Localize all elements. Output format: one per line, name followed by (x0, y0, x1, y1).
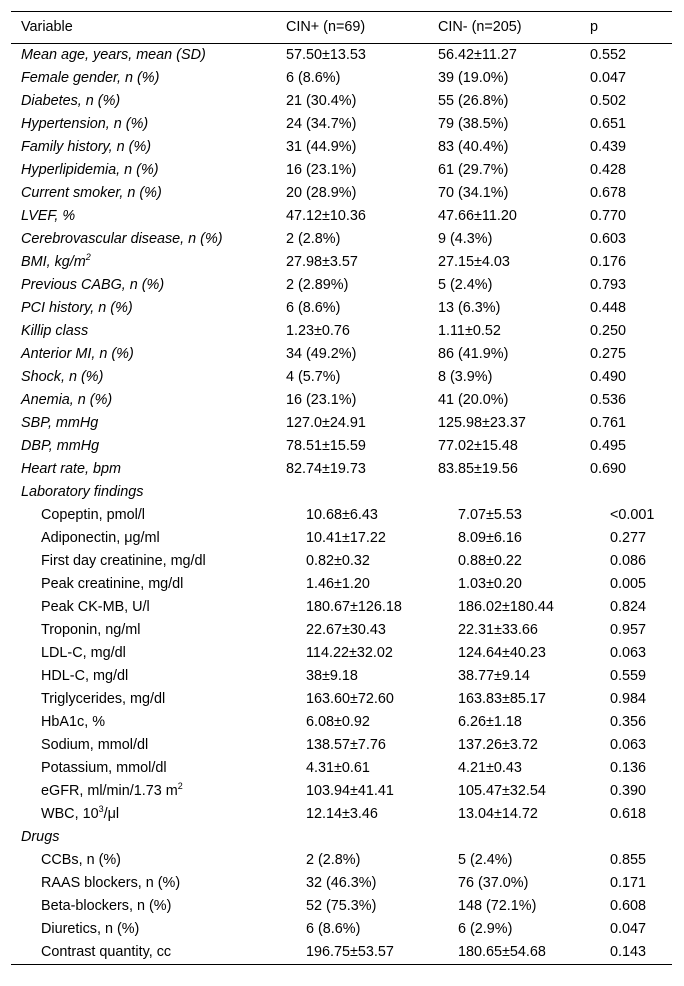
table-row (11, 688, 672, 711)
cin-negative-value: 9 (4.3%) (438, 231, 493, 247)
p-value: 0.855 (610, 852, 647, 868)
row-label (11, 596, 306, 619)
p-value: 0.690 (590, 461, 627, 477)
cin-positive-value: 196.75±53.57 (306, 944, 394, 960)
row-label (11, 642, 306, 665)
p-value: 0.277 (610, 530, 647, 546)
table-row (11, 504, 672, 527)
p-value: 0.356 (610, 714, 647, 730)
row-label (11, 274, 286, 297)
header-cin-negative: CIN- (n=205) (438, 19, 522, 35)
row-label-text: Family history, n (%) (21, 139, 152, 155)
p-value: 0.824 (610, 599, 647, 615)
cin-negative-value: 13 (6.3%) (438, 300, 501, 316)
table-row (11, 803, 672, 826)
table-row (11, 136, 672, 159)
p-value: 0.502 (590, 93, 627, 109)
row-label-text: First day creatinine, mg/dl (41, 553, 206, 569)
row-label (11, 136, 286, 159)
table-row (11, 182, 672, 205)
table-row (11, 711, 672, 734)
p-value: 0.793 (590, 277, 627, 293)
row-label-suffix: /μl (103, 806, 120, 822)
table-row (11, 67, 672, 90)
table-row (11, 228, 672, 251)
table-row (11, 251, 672, 274)
section-heading: Laboratory findings (21, 484, 144, 500)
cin-positive-value: 16 (23.1%) (286, 162, 357, 178)
cin-positive-value: 138.57±7.76 (306, 737, 386, 753)
row-label-text: Mean age, years, mean (SD) (21, 47, 206, 63)
table-row (11, 642, 672, 665)
p-value: 0.984 (610, 691, 647, 707)
row-label-text: Sodium, mmol/dl (41, 737, 149, 753)
table-row (11, 435, 672, 458)
cin-negative-value: 1.11±0.52 (438, 323, 501, 339)
row-label (11, 619, 306, 642)
cin-positive-value: 22.67±30.43 (306, 622, 386, 638)
row-label (11, 711, 306, 734)
table-row (11, 159, 672, 182)
table-row (11, 895, 672, 918)
row-label (11, 458, 286, 481)
row-label-text: CCBs, n (%) (41, 852, 121, 868)
table-row (11, 941, 672, 964)
row-label (11, 688, 306, 711)
p-value: 0.086 (610, 553, 647, 569)
row-label (11, 228, 286, 251)
row-label-text: Diuretics, n (%) (41, 921, 140, 937)
cin-negative-value: 5 (2.4%) (458, 852, 513, 868)
p-value: 0.390 (610, 783, 647, 799)
table-row (11, 619, 672, 642)
cin-positive-value: 34 (49.2%) (286, 346, 357, 362)
row-label (11, 251, 286, 274)
cin-positive-value: 16 (23.1%) (286, 392, 357, 408)
cin-positive-value: 82.74±19.73 (286, 461, 366, 477)
row-label (11, 389, 286, 412)
table-row (11, 343, 672, 366)
row-label (11, 504, 306, 527)
cin-positive-value: 6 (8.6%) (306, 921, 361, 937)
cin-positive-value: 163.60±72.60 (306, 691, 394, 707)
table-row (11, 113, 672, 136)
cin-positive-value: 32 (46.3%) (306, 875, 377, 891)
table-row (11, 366, 672, 389)
cin-negative-value: 0.88±0.22 (458, 553, 522, 569)
cin-positive-value: 31 (44.9%) (286, 139, 357, 155)
baseline-characteristics-table (11, 11, 672, 965)
row-label (11, 665, 306, 688)
table-row (11, 320, 672, 343)
p-value: 0.957 (610, 622, 647, 638)
label-superscript: 2 (177, 781, 183, 791)
row-label-text: PCI history, n (%) (21, 300, 133, 316)
table-row (11, 573, 672, 596)
cin-negative-value: 6.26±1.18 (458, 714, 522, 730)
cin-negative-value: 105.47±32.54 (458, 783, 546, 799)
row-label (11, 44, 286, 67)
section-heading-row (11, 481, 672, 504)
row-label-text: Shock, n (%) (21, 369, 104, 385)
cin-negative-value: 55 (26.8%) (438, 93, 509, 109)
table-row (11, 550, 672, 573)
p-value: 0.651 (590, 116, 627, 132)
cin-negative-value: 38.77±9.14 (458, 668, 530, 684)
cin-positive-value: 0.82±0.32 (306, 553, 370, 569)
cin-negative-value: 125.98±23.37 (438, 415, 526, 431)
p-value: 0.063 (610, 645, 647, 661)
row-label-text: Troponin, ng/ml (41, 622, 141, 638)
row-label (11, 205, 286, 228)
p-value: 0.490 (590, 369, 627, 385)
table-row (11, 412, 672, 435)
cin-positive-value: 127.0±24.91 (286, 415, 366, 431)
table-row (11, 44, 672, 67)
row-label (11, 527, 306, 550)
cin-positive-value: 1.46±1.20 (306, 576, 370, 592)
row-label-text: Female gender, n (%) (21, 70, 160, 86)
cin-negative-value: 7.07±5.53 (458, 507, 522, 523)
label-superscript: 2 (85, 252, 91, 262)
table-row (11, 389, 672, 412)
cin-negative-value: 83 (40.4%) (438, 139, 509, 155)
cin-negative-value: 1.03±0.20 (458, 576, 522, 592)
row-label-text: HDL-C, mg/dl (41, 668, 129, 684)
row-label (11, 573, 306, 596)
table-row (11, 757, 672, 780)
row-label (11, 757, 306, 780)
cin-negative-value: 86 (41.9%) (438, 346, 509, 362)
p-value: 0.448 (590, 300, 627, 316)
row-label-text: RAAS blockers, n (%) (41, 875, 181, 891)
header-p-value: p (590, 19, 599, 35)
p-value: 0.171 (610, 875, 647, 891)
header-cin-positive: CIN+ (n=69) (286, 19, 366, 35)
row-label-text: DBP, mmHg (21, 438, 100, 454)
cin-positive-value: 10.68±6.43 (306, 507, 378, 523)
row-label (11, 159, 286, 182)
cin-positive-value: 38±9.18 (306, 668, 358, 684)
table-row (11, 458, 672, 481)
row-label-text: Previous CABG, n (%) (21, 277, 165, 293)
cin-positive-value: 27.98±3.57 (286, 254, 358, 270)
p-value: 0.136 (610, 760, 647, 776)
cin-negative-value: 8.09±6.16 (458, 530, 522, 546)
cin-positive-value: 21 (30.4%) (286, 93, 357, 109)
row-label-text: Diabetes, n (%) (21, 93, 121, 109)
row-label-text: Peak creatinine, mg/dl (41, 576, 184, 592)
cin-negative-value: 61 (29.7%) (438, 162, 509, 178)
cin-positive-value: 180.67±126.18 (306, 599, 402, 615)
row-label (11, 412, 286, 435)
cin-negative-value: 83.85±19.56 (438, 461, 518, 477)
row-label (11, 550, 306, 573)
row-label (11, 941, 306, 964)
p-value: 0.559 (610, 668, 647, 684)
cin-positive-value: 4 (5.7%) (286, 369, 341, 385)
row-label (11, 297, 286, 320)
p-value: 0.176 (590, 254, 627, 270)
p-value: 0.618 (610, 806, 647, 822)
table-row (11, 665, 672, 688)
p-value: 0.439 (590, 139, 627, 155)
table-row (11, 872, 672, 895)
p-value: 0.063 (610, 737, 647, 753)
cin-negative-value: 4.21±0.43 (458, 760, 522, 776)
row-label-text: LVEF, % (21, 208, 76, 224)
row-label (11, 182, 286, 205)
cin-negative-value: 79 (38.5%) (438, 116, 509, 132)
cin-positive-value: 20 (28.9%) (286, 185, 357, 201)
p-value: 0.678 (590, 185, 627, 201)
row-label-text: Heart rate, bpm (21, 461, 121, 477)
row-label-text: Cerebrovascular disease, n (%) (21, 231, 223, 247)
table-row (11, 918, 672, 941)
cin-positive-value: 12.14±3.46 (306, 806, 378, 822)
row-label-text: Beta-blockers, n (%) (41, 898, 172, 914)
table-row (11, 780, 672, 803)
row-label-text: Contrast quantity, cc (41, 944, 172, 960)
row-label (11, 918, 306, 941)
p-value: 0.536 (590, 392, 627, 408)
p-value: <0.001 (610, 507, 655, 523)
row-label (11, 67, 286, 90)
cin-negative-value: 56.42±11.27 (438, 47, 517, 63)
row-label-text: LDL-C, mg/dl (41, 645, 126, 661)
row-label (11, 343, 286, 366)
row-label (11, 780, 306, 803)
cin-positive-value: 47.12±10.36 (286, 208, 366, 224)
p-value: 0.250 (590, 323, 627, 339)
table-row (11, 527, 672, 550)
cin-positive-value: 52 (75.3%) (306, 898, 377, 914)
row-label (11, 734, 306, 757)
cin-negative-value: 13.04±14.72 (458, 806, 538, 822)
row-label-text: SBP, mmHg (21, 415, 99, 431)
row-label-text: HbA1c, % (41, 714, 105, 730)
cin-negative-value: 8 (3.9%) (438, 369, 493, 385)
cin-negative-value: 124.64±40.23 (458, 645, 546, 661)
cin-negative-value: 27.15±4.03 (438, 254, 510, 270)
p-value: 0.047 (590, 70, 627, 86)
cin-positive-value: 103.94±41.41 (306, 783, 394, 799)
p-value: 0.428 (590, 162, 627, 178)
cin-negative-value: 137.26±3.72 (458, 737, 538, 753)
cin-negative-value: 39 (19.0%) (438, 70, 509, 86)
table-body (11, 44, 672, 964)
row-label-text: Peak CK-MB, U/l (41, 599, 150, 615)
p-value: 0.143 (610, 944, 647, 960)
cin-positive-value: 2 (2.8%) (306, 852, 361, 868)
row-label-text: Current smoker, n (%) (21, 185, 162, 201)
row-label (11, 895, 306, 918)
row-label-text: Copeptin, pmol/l (41, 507, 145, 523)
cin-negative-value: 47.66±11.20 (438, 208, 517, 224)
cin-positive-value: 1.23±0.76 (286, 323, 350, 339)
section-heading: Drugs (21, 829, 60, 845)
row-label-text: Hypertension, n (%) (21, 116, 149, 132)
p-value: 0.770 (590, 208, 627, 224)
row-label (11, 803, 306, 826)
cin-positive-value: 6 (8.6%) (286, 300, 341, 316)
row-label-text: Anterior MI, n (%) (21, 346, 134, 362)
table-row (11, 849, 672, 872)
cin-negative-value: 5 (2.4%) (438, 277, 493, 293)
cin-negative-value: 186.02±180.44 (458, 599, 554, 615)
cin-negative-value: 41 (20.0%) (438, 392, 509, 408)
row-label-text: eGFR, ml/min/1.73 m (41, 783, 178, 799)
cin-positive-value: 6.08±0.92 (306, 714, 370, 730)
cin-negative-value: 22.31±33.66 (458, 622, 538, 638)
row-label-text: WBC, 10 (41, 806, 99, 822)
section-heading-row (11, 826, 672, 849)
row-label (11, 90, 286, 113)
row-label (11, 435, 286, 458)
row-label (11, 320, 286, 343)
row-label-text: BMI, kg/m (21, 254, 86, 270)
p-value: 0.005 (610, 576, 647, 592)
label-superscript: 3 (98, 804, 104, 814)
cin-positive-value: 24 (34.7%) (286, 116, 357, 132)
row-label (11, 849, 306, 872)
p-value: 0.552 (590, 47, 627, 63)
cin-negative-value: 70 (34.1%) (438, 185, 509, 201)
p-value: 0.608 (610, 898, 647, 914)
cin-negative-value: 180.65±54.68 (458, 944, 546, 960)
row-label (11, 113, 286, 136)
table-row (11, 205, 672, 228)
row-label-text: Potassium, mmol/dl (41, 760, 167, 776)
cin-positive-value: 4.31±0.61 (306, 760, 370, 776)
row-label-text: Anemia, n (%) (21, 392, 113, 408)
row-label-text: Adiponectin, μg/ml (41, 530, 160, 546)
table-header-row (11, 12, 672, 44)
cin-negative-value: 6 (2.9%) (458, 921, 513, 937)
cin-negative-value: 76 (37.0%) (458, 875, 529, 891)
table-row (11, 297, 672, 320)
row-label (11, 366, 286, 389)
table-row (11, 90, 672, 113)
p-value: 0.495 (590, 438, 627, 454)
p-value: 0.603 (590, 231, 627, 247)
table-row (11, 596, 672, 619)
table-row (11, 274, 672, 297)
row-label-text: Hyperlipidemia, n (%) (21, 162, 159, 178)
cin-positive-value: 6 (8.6%) (286, 70, 341, 86)
cin-negative-value: 77.02±15.48 (438, 438, 518, 454)
p-value: 0.275 (590, 346, 627, 362)
table-row (11, 734, 672, 757)
row-label-text: Killip class (21, 323, 89, 339)
cin-positive-value: 78.51±15.59 (286, 438, 366, 454)
cin-positive-value: 57.50±13.53 (286, 47, 366, 63)
p-value: 0.761 (590, 415, 627, 431)
cin-negative-value: 148 (72.1%) (458, 898, 537, 914)
row-label (11, 872, 306, 895)
row-label-text: Triglycerides, mg/dl (41, 691, 166, 707)
p-value: 0.047 (610, 921, 647, 937)
cin-negative-value: 163.83±85.17 (458, 691, 546, 707)
cin-positive-value: 10.41±17.22 (306, 530, 386, 546)
header-variable: Variable (21, 19, 73, 35)
cin-positive-value: 114.22±32.02 (306, 645, 393, 661)
cin-positive-value: 2 (2.8%) (286, 231, 341, 247)
cin-positive-value: 2 (2.89%) (286, 277, 349, 293)
